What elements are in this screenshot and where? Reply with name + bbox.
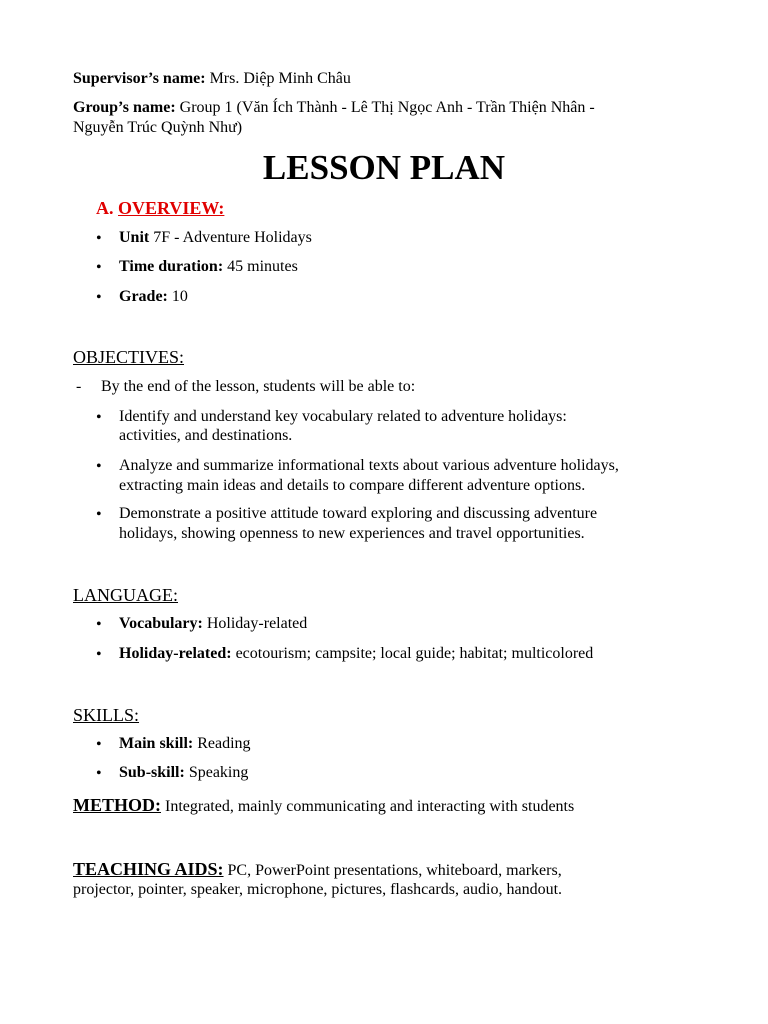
overview-heading — [96, 197, 224, 219]
overview-item: Grade: 10 — [119, 288, 188, 305]
method-value: Integrated, mainly communicating and interacting with students — [161, 798, 575, 815]
bullet-icon — [96, 735, 102, 755]
bullet-icon — [96, 764, 102, 784]
bullet-icon — [96, 408, 102, 428]
objectives-dash: - — [76, 378, 82, 395]
skills-item: Main skill: Reading — [119, 735, 251, 752]
group-line — [73, 98, 595, 118]
teaching-aids-value-line1: PC, PowerPoint presentations, whiteboard, markers, — [223, 862, 562, 879]
bullet-icon — [96, 615, 102, 635]
skills-item: Sub-skill: Speaking — [119, 764, 249, 781]
objective-item-line2: activities, and destinations. — [119, 427, 293, 444]
objective-item-line1: Analyze and summarize informational texts about various adventure holidays, — [119, 457, 619, 474]
teaching-aids-heading: TEACHING AIDS: — [73, 859, 224, 879]
teaching-aids-value-line2: projector, pointer, speaker, microphone, pictures, flashcards, audio, handout. — [73, 881, 563, 898]
skills-heading: SKILLS: — [73, 705, 140, 725]
supervisor-label: Supervisor’s name: — [73, 70, 206, 87]
group-value-line1: Group 1 (Văn Ích Thành - Lê Thị Ngọc Anh - Trần Thiện Nhân - — [175, 99, 595, 116]
objective-item-line2: holidays, showing openness to new experiences and travel opportunities. — [119, 525, 585, 542]
bullet-icon — [96, 258, 102, 278]
bullet-icon — [96, 288, 102, 308]
language-item: Holiday-related: ecotourism; campsite; local guide; habitat; multicolored — [119, 645, 594, 662]
objective-item-line1: Demonstrate a positive attitude toward exploring and discussing adventure — [119, 505, 598, 522]
supervisor-value: Mrs. Diệp Minh Châu — [205, 70, 351, 87]
overview-item: Unit 7F - Adventure Holidays — [119, 229, 312, 246]
group-label: Group’s name: — [73, 99, 176, 116]
supervisor-line — [73, 69, 351, 89]
bullet-icon — [96, 505, 102, 525]
language-heading: LANGUAGE: — [73, 585, 178, 605]
group-value-line2: Nguyễn Trúc Quỳnh Như) — [73, 119, 243, 136]
teaching-aids-line — [73, 858, 562, 882]
page-title: LESSON PLAN — [262, 148, 506, 187]
method-heading: METHOD: — [73, 795, 161, 815]
overview-item: Time duration: 45 minutes — [119, 258, 298, 275]
bullet-icon — [96, 457, 102, 477]
bullet-icon — [96, 645, 102, 665]
objectives-intro: By the end of the lesson, students will be able to: — [101, 378, 416, 395]
overview-prefix: A. — [96, 198, 118, 218]
objective-item-line1: Identify and understand key vocabulary related to adventure holidays: — [119, 408, 567, 425]
objective-item-line2: extracting main ideas and details to compare different adventure options. — [119, 477, 586, 494]
overview-heading-text: OVERVIEW: — [118, 198, 225, 218]
language-item: Vocabulary: Holiday-related — [119, 615, 308, 632]
bullet-icon — [96, 229, 102, 249]
method-line — [73, 794, 574, 818]
objectives-heading: OBJECTIVES: — [73, 347, 185, 367]
